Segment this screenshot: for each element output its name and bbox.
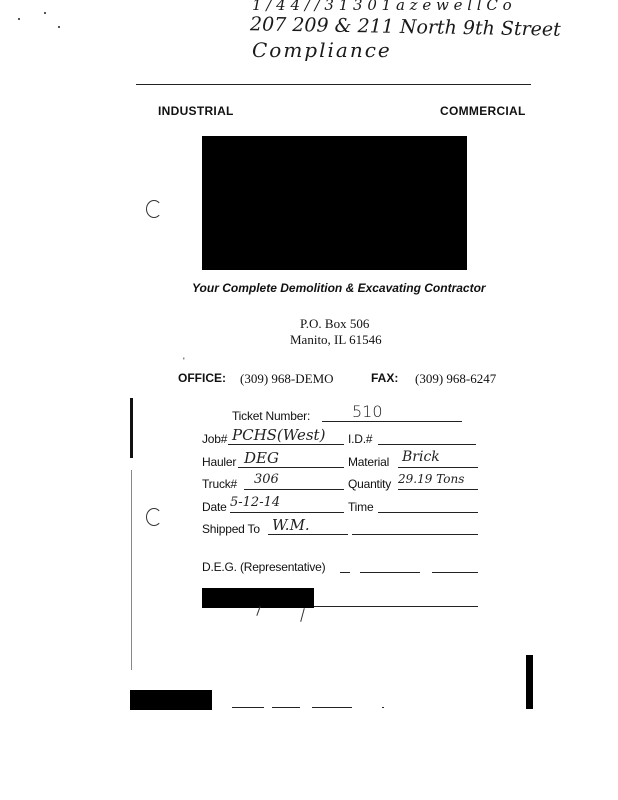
material-underline: [398, 467, 478, 468]
representative-underline-1: [340, 572, 350, 573]
hauler-underline: [238, 467, 344, 468]
shipped-to-value: W.M.: [272, 516, 310, 534]
time-underline: [378, 512, 478, 513]
representative-underline-3: [432, 572, 478, 573]
representative-underline-2: [360, 572, 420, 573]
fax-label: FAX:: [371, 371, 399, 385]
speck: [58, 26, 60, 28]
ticket-number-underline: [322, 421, 462, 422]
binder-hole-bottom: [146, 508, 162, 526]
redacted-footer-block: [130, 690, 212, 710]
footer-line-1: [232, 707, 264, 708]
truck-underline: [244, 489, 344, 490]
job-label: Job#: [202, 432, 228, 446]
binder-hole-top: [146, 200, 162, 218]
footer-line-3: [312, 707, 352, 708]
truck-label: Truck#: [202, 477, 238, 491]
left-edge-mark: [130, 398, 133, 458]
office-label: OFFICE:: [178, 371, 226, 385]
ticket-number-label: Ticket Number:: [232, 409, 311, 423]
ticket-number-value: 510: [352, 402, 383, 421]
handwritten-note-line3: Compliance: [252, 38, 392, 62]
signature-line: [314, 606, 478, 607]
address-line1: P.O. Box 506: [300, 316, 370, 331]
hauler-value: DEG: [244, 449, 279, 467]
truck-value: 306: [254, 472, 279, 487]
quantity-value: 29.19 Tons: [398, 472, 465, 486]
id-underline: [378, 444, 476, 445]
address-line2: Manito, IL 61546: [290, 332, 382, 347]
material-value: Brick: [402, 449, 440, 465]
speck: [44, 12, 46, 14]
tick-mark: ': [183, 356, 185, 366]
footer-line-2: [272, 707, 300, 708]
redacted-signature: [202, 588, 314, 608]
company-tagline: Your Complete Demolition & Excavating Contractor: [192, 281, 486, 295]
time-label: Time: [348, 500, 374, 514]
material-label: Material: [348, 455, 390, 469]
date-value: 5-12-14: [230, 495, 281, 510]
date-underline: [230, 512, 344, 513]
id-label: I.D.#: [348, 432, 373, 446]
quantity-label: Quantity: [348, 477, 392, 491]
hauler-label: Hauler: [202, 455, 237, 469]
office-phone: (309) 968-DEMO: [240, 371, 334, 386]
shipped-to-label: Shipped To: [202, 522, 260, 536]
handwritten-note-line2: 207 209 & 211 North 9th Street: [249, 13, 561, 41]
job-underline: [228, 444, 344, 445]
handwritten-note-line1: 1 / 4 4 / / 3 1 3 0 1 a z e w e l l C o: [252, 0, 512, 14]
speck: [18, 18, 20, 20]
fax-phone: (309) 968-6247: [415, 371, 497, 386]
header-industrial: INDUSTRIAL: [158, 104, 234, 118]
top-rule: [136, 84, 531, 85]
representative-label: D.E.G. (Representative): [202, 560, 326, 574]
redacted-logo: [202, 136, 467, 270]
quantity-underline: [398, 489, 478, 490]
header-commercial: COMMERCIAL: [440, 104, 526, 118]
shipped-to-underline: [268, 534, 478, 535]
date-label: Date: [202, 500, 227, 514]
left-edge-mark-faint: [131, 470, 132, 670]
signature-stroke: [300, 608, 305, 622]
footer-dot: [382, 707, 384, 708]
right-edge-mark: [526, 655, 533, 709]
job-value: PCHS(West): [232, 426, 326, 444]
